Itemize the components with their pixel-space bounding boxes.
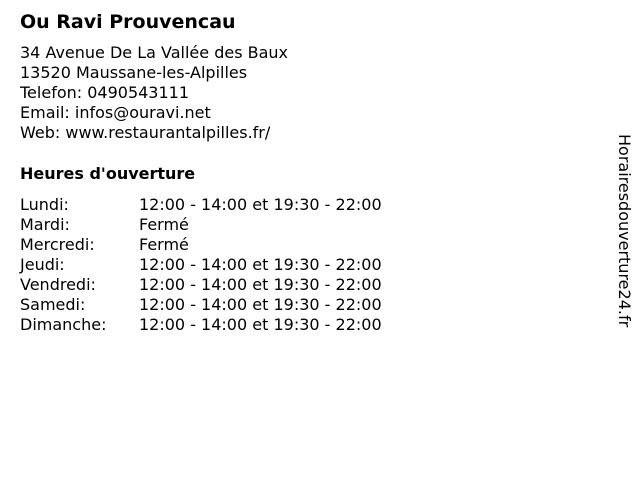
business-info — [20, 43, 288, 143]
hours-day: Mardi: — [20, 215, 70, 234]
hours-heading: Heures d'ouverture — [20, 164, 196, 183]
hours-row — [20, 215, 382, 235]
hours-time: 12:00 - 14:00 et 19:30 - 22:00 — [139, 275, 382, 294]
phone-line: Telefon: 0490543111 — [20, 83, 190, 102]
hours-time: 12:00 - 14:00 et 19:30 - 22:00 — [139, 295, 382, 314]
hours-row — [20, 275, 382, 295]
hours-time: 12:00 - 14:00 et 19:30 - 22:00 — [139, 195, 382, 214]
hours-day: Dimanche: — [20, 315, 107, 334]
hours-row — [20, 255, 382, 275]
hours-row — [20, 235, 382, 255]
web-line: Web: www.restaurantalpilles.fr/ — [20, 123, 271, 142]
email-line: Email: infos@ouravi.net — [20, 103, 211, 122]
business-name: Ou Ravi Prouvencau — [20, 11, 236, 33]
hours-row — [20, 315, 382, 335]
address-line-1: 34 Avenue De La Vallée des Baux — [20, 43, 289, 62]
hours-day: Jeudi: — [20, 255, 65, 274]
hours-day: Lundi: — [20, 195, 69, 214]
hours-time: Fermé — [139, 235, 189, 254]
hours-day: Mercredi: — [20, 235, 95, 254]
hours-row — [20, 295, 382, 315]
hours-day: Vendredi: — [20, 275, 96, 294]
brand-watermark: Horairesdouverture24.fr — [615, 134, 634, 328]
address-line-2: 13520 Maussane-les-Alpilles — [20, 63, 248, 82]
hours-time: Fermé — [139, 215, 189, 234]
hours-row — [20, 195, 382, 215]
hours-time: 12:00 - 14:00 et 19:30 - 22:00 — [139, 315, 382, 334]
hours-table — [20, 195, 382, 335]
hours-time: 12:00 - 14:00 et 19:30 - 22:00 — [139, 255, 382, 274]
hours-day: Samedi: — [20, 295, 86, 314]
